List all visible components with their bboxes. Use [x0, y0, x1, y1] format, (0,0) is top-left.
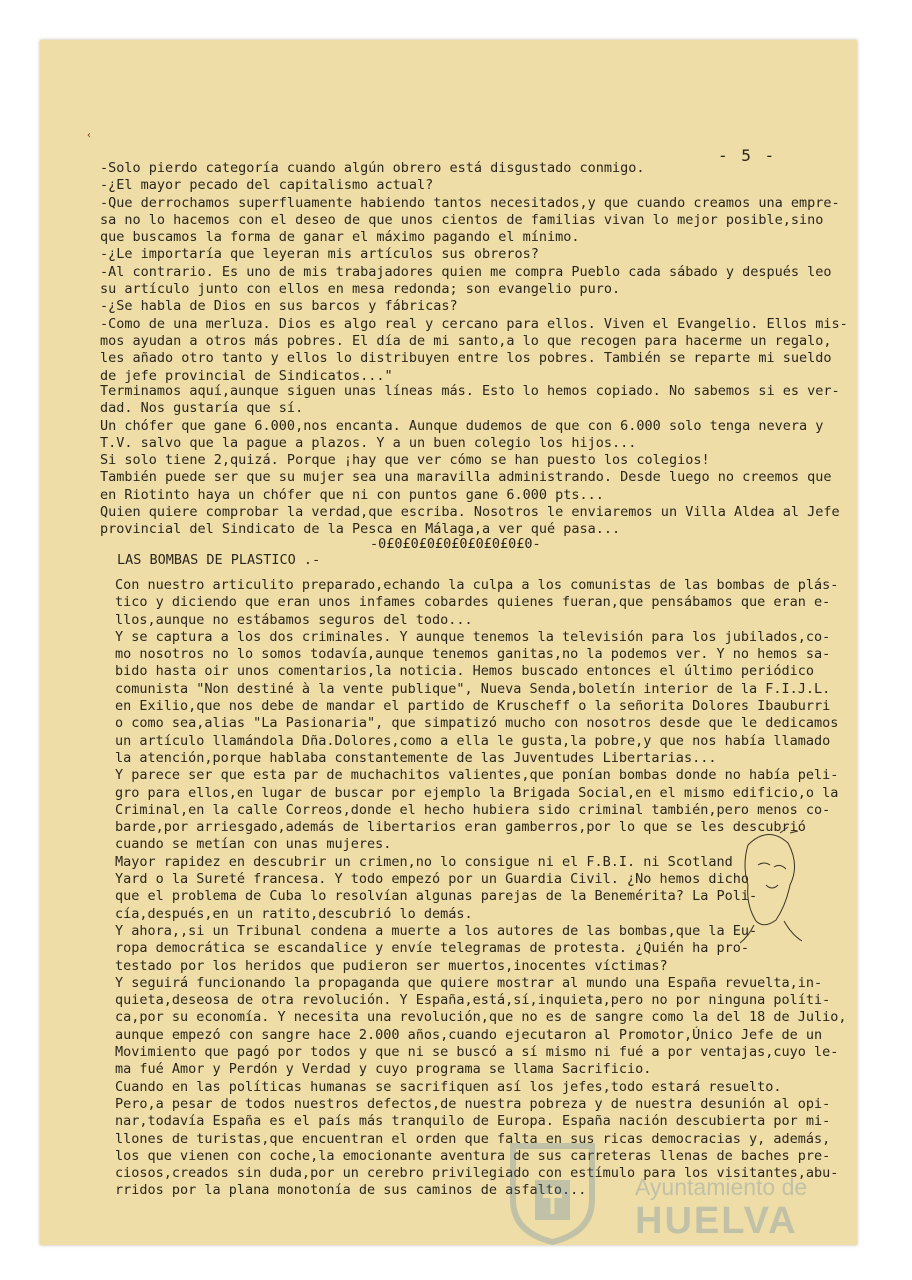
text-line: los que vienen con coche,la emocionante aventura de sus carreteras llenas de baches pre- — [115, 1147, 831, 1164]
text-line: -Solo pierdo categoría cuando algún obrero está disgustado conmigo. — [100, 160, 645, 176]
text-line: -Que derrochamos superfluamente habiendo tantos necesitados,y que cuando creamos una empre- — [100, 194, 840, 211]
text-line: en Riotinto haya un chófer que ni con puntos gane 6.000 pts... — [100, 486, 604, 503]
text-line: rridos por la plana monotonía de sus caminos de asfalto... — [115, 1182, 587, 1199]
text-line: que buscamos la forma de ganar el máximo pagando el mínimo. — [100, 229, 580, 246]
text-line: También puede ser que su mujer sea una maravilla administrando. Desde luego no creemos que — [100, 469, 832, 486]
text-line: ca,por su economía. Y necesita una revolución,que no es de sangre como la del 18 de Julio, — [115, 1009, 847, 1026]
text-line: cía,después,en un ratito,descubrió lo demás. — [115, 905, 473, 922]
interview-text — [100, 160, 848, 385]
text-line: bido hasta oir unos comentarios,la noticia. Hemos buscado entonces el último periódico — [115, 663, 814, 680]
text-line: barde,por arriesgado,además de libertarios eran gamberros,por lo que se les descubrió — [115, 819, 806, 836]
text-line: llos,aunque no estábamos seguros del todo... — [115, 611, 473, 628]
text-line: tico y diciendo que eran unos infames cobardes quienes fueran,que pensábamos que eran e- — [115, 594, 831, 611]
text-line: Mayor rapidez en descubrir un crimen,no lo consigue ni el F.B.I. ni Scotland — [115, 853, 733, 870]
text-line: Pero,a pesar de todos nuestros defectos,de nuestra pobreza y de nuestra desunión al opi- — [115, 1095, 831, 1112]
watermark-line1: Ayuntamiento de — [635, 1174, 808, 1200]
watermark-line2: HUELVA — [635, 1200, 798, 1242]
text-line: Y ahora,,si un Tribunal condena a muerte a los autores de las bombas,que la Eu- — [115, 922, 758, 939]
text-line: mo nosotros no lo somos todavía,aunque tenemos ganitas,no la podemos ver. Y no hemos sa- — [115, 646, 831, 663]
text-line: Y parece ser que esta par de muchachitos valientes,que ponían bombas donde no había peli- — [115, 767, 839, 784]
text-line: testado por los heridos que pudieron ser muertos,inocentes víctimas? — [115, 957, 668, 974]
commentary-text — [100, 383, 840, 539]
margin-sketch-drawing — [728, 825, 808, 950]
text-line: en Exilio,que nos debe de mandar el partido de Kruscheff o la señorita Dolores Ibauburri — [115, 698, 831, 715]
text-line: ropa democrática se escandalice y envíe telegramas de protesta. ¿Quién ha pro- — [115, 940, 749, 957]
text-line: o como sea,alias "La Pasionaria", que simpatizó mucho con nosotros desde que le dedicamos — [115, 715, 839, 732]
section-title: LAS BOMBAS DE PLASTICO .- — [117, 552, 321, 568]
red-ink-mark: ‹ — [86, 130, 93, 141]
city-seal-logo — [505, 1140, 600, 1245]
text-line: -¿Se habla de Dios en sus barcos y fábricas? — [100, 298, 458, 315]
text-line: llones de turistas,que encuentran el orden que falta en sus ricas democracias y, además, — [115, 1130, 831, 1147]
text-line: un artículo llamándola Dña.Dolores,como a ella le gusta,la pobre,y que nos había llamado — [115, 732, 831, 749]
text-line: la atención,porque hablaba constantemente de las Juventudes Libertarias... — [115, 749, 717, 766]
text-line: quieta,deseosa de otra revolución. Y España,está,sí,inquieta,pero no por ninguna políti- — [115, 992, 831, 1009]
article-text — [115, 577, 847, 1200]
text-line: provincial del Sindicato de la Pesca en Málaga,a ver qué pasa... — [100, 521, 621, 538]
text-line: les añado otro tanto y ellos lo distribuyen entre los pobres. También se reparte mi sueldo — [100, 350, 832, 367]
text-line: dad. Nos gustaría que sí. — [100, 400, 304, 417]
text-line: Y se captura a los dos criminales. Y aunque tenemos la televisión para los jubilados,co- — [115, 628, 831, 645]
text-line: ma fué Amor y Perdón y Verdad y cuyo programa se llama Sacrificio. — [115, 1061, 652, 1078]
text-line: Con nuestro articulito preparado,echando la culpa a los comunistas de las bombas de plás- — [115, 577, 839, 593]
text-line: T.V. salvo que la pague a plazos. Y a un buen colegio los hijos... — [100, 434, 637, 451]
text-line: Un chófer que gane 6.000,nos encanta. Aunque dudemos de que con 6.000 solo tenga nevera y — [100, 417, 824, 434]
page-number: - 5 - — [718, 146, 777, 165]
text-line: Cuando en las políticas humanas se sacrifiquen así los jefes,todo estará resuelto. — [115, 1078, 782, 1095]
text-line: -¿El mayor pecado del capitalismo actual? — [100, 177, 434, 194]
text-line: Si solo tiene 2,quizá. Porque ¡hay que ver cómo se han puesto los colegios! — [100, 452, 710, 469]
section-divider: -0£0£0£0£0£0£0£0£0£0- — [370, 536, 541, 552]
text-line: gro para ellos,en lugar de buscar por ejemplo la Brigada Social,en el mismo edificio,o la — [115, 784, 839, 801]
text-line: aunque empezó con sangre hace 2.000 años,cuando ejecutaron al Promotor,Único Jefe de un — [115, 1026, 823, 1043]
text-line: -Al contrario. Es uno de mis trabajadores quien me compra Pueblo cada sábado y después leo — [100, 263, 832, 280]
text-line: sa no lo hacemos con el deseo de que unos cientos de familias vivan lo mejor posible,sino — [100, 211, 824, 228]
text-line: Criminal,en la calle Correos,donde el hecho hubiera sido criminal también,pero menos co- — [115, 801, 831, 818]
text-line: Yard o la Sureté francesa. Y todo empezó por un Guardia Civil. ¿No hemos dicho — [115, 871, 749, 888]
text-line: comunista "Non destiné à la vente publique", Nueva Senda,boletín interior de la F.I.J.L. — [115, 680, 831, 697]
text-line: Y seguirá funcionando la propaganda que quiere mostrar al mundo una España revuelta,in- — [115, 974, 823, 991]
text-line: su artículo junto con ellos en mesa redonda; son evangelio puro. — [100, 281, 621, 298]
text-line: que el problema de Cuba lo resolvían algunas parejas de la Benemérita? La Poli- — [115, 888, 758, 905]
text-line: Movimiento que pagó por todos y que ni se buscó a sí mismo ni fué a por ventajas,cuyo le- — [115, 1044, 839, 1061]
text-line: nar,todavía España es el país más tranquilo de Europa. España nación descubierta por mi- — [115, 1113, 831, 1130]
text-line: de jefe provincial de Sindicatos..." — [100, 367, 393, 384]
text-line: -Como de una merluza. Dios es algo real y cercano para ellos. Viven el Evangelio. Ellos mis- — [100, 315, 848, 332]
text-line: Quien quiere comprobar la verdad,que escriba. Nosotros le enviaremos un Villa Aldea al Jefe — [100, 504, 840, 521]
text-line: Terminamos aquí,aunque siguen unas líneas más. Esto lo hemos copiado. No sabemos si es ver- — [100, 383, 840, 399]
text-line: cuando se metían con unas mujeres. — [115, 836, 392, 853]
text-line: mos ayudan a otros más pobres. El día de mi santo,a lo que recogen para hacerme un regalo, — [100, 332, 832, 349]
text-line: ciosos,creados sin duda,por un cerebro privilegiado con estímulo para los visitantes,abu- — [115, 1165, 839, 1182]
archive-watermark — [505, 1140, 845, 1245]
text-line: -¿Le importaría que leyeran mis artículos sus obreros? — [100, 246, 539, 263]
